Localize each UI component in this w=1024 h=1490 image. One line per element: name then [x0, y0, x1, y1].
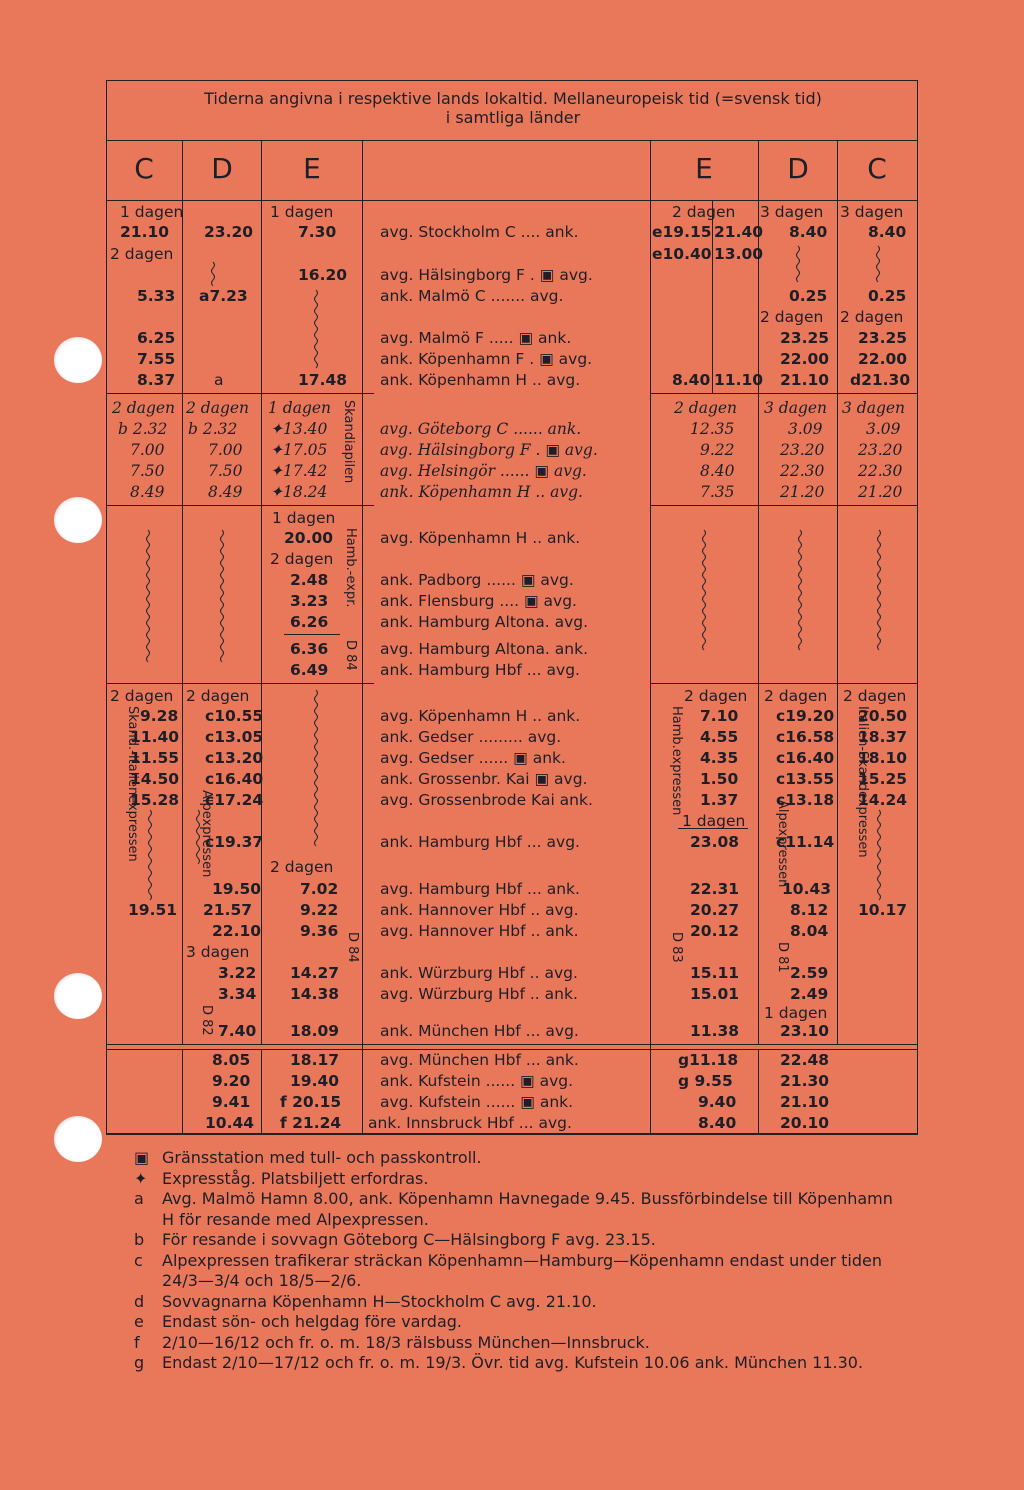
cell: 0.25 [789, 287, 828, 305]
train-name-hamb-expressen: Hamb.expressen [669, 706, 684, 816]
cell: 16.20 [298, 266, 348, 284]
cell: 7.50 [130, 462, 165, 480]
wavy-line [149, 810, 152, 900]
cell: 2 dagen [112, 399, 176, 417]
cell: 23.20 [858, 441, 903, 459]
station-row: avg. Köpenhamn H .. ank. [380, 529, 581, 547]
cell: d21.30 [850, 371, 911, 389]
station-row: avg. Köpenhamn H .. ank. [380, 707, 581, 725]
station-row: avg. Hamburg Altona. ank. [380, 640, 589, 658]
station-row: ank. Hamburg Hbf ... avg. [380, 833, 580, 851]
cell: 22.30 [780, 462, 825, 480]
footnote-text: För resande i sovvagn Göteborg C—Hälsingborg F avg. 23.15. [162, 1230, 656, 1249]
cell: c19.37 [205, 833, 264, 851]
cell: c16.58 [776, 728, 835, 746]
station-row: ank. Grossenbr. Kai ▣ avg. [380, 770, 588, 788]
cell: 8.40 [789, 223, 828, 241]
footnote [134, 1148, 894, 1169]
cell: b 2.32 [118, 420, 168, 438]
cell: 22.30 [858, 462, 903, 480]
cell: c19.20 [776, 707, 835, 725]
cell: 15.01 [690, 985, 740, 1003]
cell: 9.22 [700, 441, 735, 459]
cell: 20.50 [858, 707, 908, 725]
footnote [134, 1189, 898, 1230]
cell: 13.00 [714, 245, 764, 263]
train-name-alpexpressen-right: Alpexpressen [775, 800, 790, 888]
cell: 7.10 [700, 707, 739, 725]
station-row: ank. Hamburg Altona. avg. [380, 613, 589, 631]
cell: 23.25 [780, 329, 830, 347]
station-row: ank. Flensburg .... ▣ avg. [380, 592, 577, 610]
cell: 20.12 [690, 922, 740, 940]
station-row: ank. Gedser ......... avg. [380, 728, 562, 746]
cell: 7.50 [208, 462, 243, 480]
cell: ✦13.40 [270, 420, 328, 438]
cell: 23.08 [690, 833, 740, 851]
station-row: avg. Grossenbrode Kai ank. [380, 791, 593, 809]
column-header-c-right: C [867, 152, 887, 185]
cell: 8.40 [672, 371, 711, 389]
cell: 3 dagen [764, 399, 828, 417]
station-row: ank. Padborg ...... ▣ avg. [380, 571, 574, 589]
station-row: avg. Würzburg Hbf .. ank. [380, 985, 578, 1003]
cell: 7.00 [130, 441, 165, 459]
cell: 22.00 [780, 350, 830, 368]
footnote-text: Avg. Malmö Hamn 8.00, ank. Köpenhamn Havnegade 9.45. Bussförbindelse till Köpenhamn H för resande med Alpexpressen. [162, 1189, 898, 1229]
footnote-text: Sovvagnarna Köpenhamn H—Stockholm C avg. 21.10. [162, 1291, 597, 1311]
cell: 8.04 [790, 922, 829, 940]
footnote-key: c [134, 1250, 143, 1270]
cell: 4.55 [700, 728, 739, 746]
cell: 15.25 [858, 770, 908, 788]
train-name-hamb-expr: Hamb.-expr. [343, 528, 358, 608]
station-row: ank. Köpenhamn H .. avg. [380, 483, 583, 501]
cell: 8.49 [130, 483, 165, 501]
cell: c11.14 [776, 833, 835, 851]
cell: 2 dagen [840, 308, 904, 326]
cell: 7.30 [298, 223, 337, 241]
cell: c13.20 [205, 749, 264, 767]
footnote-key: ✦ [134, 1168, 148, 1188]
cell: 6.26 [290, 613, 329, 631]
column-header-d-left: D [211, 152, 233, 185]
station-row: avg. Gedser ...... ▣ ank. [380, 749, 566, 767]
cell: 3 dagen [186, 943, 250, 961]
footnote-key: b [134, 1230, 145, 1249]
footnote [134, 1230, 894, 1251]
cell: 0.25 [868, 287, 907, 305]
train-name-skand-italienexpressen: Skand.-Italienexpressen [125, 706, 140, 862]
cell: 20.00 [284, 529, 334, 547]
cell: 1 dagen [270, 203, 334, 221]
cell: 22.48 [780, 1051, 830, 1069]
cell: 9.22 [300, 901, 339, 919]
cell: 19.50 [212, 880, 262, 898]
station-row: avg. Stockholm C .... ank. [380, 223, 579, 241]
cell: 14.38 [290, 985, 340, 1003]
cell: g 9.55 [678, 1072, 733, 1090]
station-row: ank. Malmö C ....... avg. [380, 287, 564, 305]
cell: 23.20 [204, 223, 254, 241]
cell: 20.10 [780, 1114, 830, 1132]
footnote-key: f [134, 1332, 140, 1352]
station-row: ank. Würzburg Hbf .. avg. [380, 964, 578, 982]
station-row: avg. Hamburg Hbf ... ank. [380, 880, 580, 898]
wavy-line [147, 530, 150, 662]
cell: 2 dagen [270, 550, 334, 568]
cell: 22.00 [858, 350, 908, 368]
cell: 3 dagen [842, 399, 906, 417]
station-row: avg. Hälsingborg F . ▣ avg. [380, 266, 593, 284]
cell: 18.17 [290, 1051, 340, 1069]
cell: 6.49 [290, 661, 329, 679]
wavy-line [799, 530, 802, 650]
cell: 6.25 [137, 329, 176, 347]
cell: 2 dagen [186, 399, 250, 417]
column-header-c-left: C [134, 152, 154, 185]
cell: 7.55 [137, 350, 176, 368]
cell: 10.44 [205, 1114, 255, 1132]
cell: f 21.24 [280, 1114, 342, 1132]
cell: 3 dagen [840, 203, 904, 221]
cell: 5.33 [137, 287, 176, 305]
cell: 12.35 [690, 420, 735, 438]
cell: 11.10 [714, 371, 764, 389]
wavy-line [197, 810, 200, 864]
wavy-line [877, 246, 880, 282]
cell: 8.05 [212, 1051, 251, 1069]
station-row: ank. Hannover Hbf .. avg. [380, 901, 579, 919]
wavy-line [878, 810, 881, 900]
wavy-line [878, 530, 881, 650]
header-line-2: i samtliga länder [445, 108, 581, 127]
station-row: avg. Malmö F ..... ▣ ank. [380, 329, 572, 347]
column-header-e-left: E [303, 152, 321, 185]
cell: 10.17 [858, 901, 908, 919]
cell: b 2.32 [188, 420, 238, 438]
cell: 7.40 [218, 1022, 257, 1040]
footnote-text: Expresståg. Platsbiljett erfordras. [162, 1168, 429, 1188]
footnote-key: g [134, 1353, 145, 1372]
cell: 3.22 [218, 964, 257, 982]
station-row: avg. Kufstein ...... ▣ ank. [380, 1093, 574, 1111]
cell: 21.10 [120, 223, 170, 241]
station-row: ank. Innsbruck Hbf ... avg. [368, 1114, 572, 1132]
cell: e10.40 [652, 245, 712, 263]
cell: 1.50 [700, 770, 739, 788]
footnote-key: a [134, 1189, 144, 1208]
cell: 21.10 [780, 371, 830, 389]
cell: a7.23 [199, 287, 248, 305]
station-row: ank. Kufstein ...... ▣ avg. [380, 1072, 574, 1090]
cell: 14.24 [858, 791, 908, 809]
cell: 18.37 [858, 728, 908, 746]
cell: 8.12 [790, 901, 829, 919]
cell: 19.40 [290, 1072, 340, 1090]
cell: c13.55 [776, 770, 835, 788]
cell: 14.27 [290, 964, 340, 982]
station-row: ank. Köpenhamn H .. avg. [380, 371, 581, 389]
cell: 2 dagen [270, 858, 334, 876]
station-row: ank. München Hbf ... avg. [380, 1022, 579, 1040]
cell: 8.40 [698, 1114, 737, 1132]
cell: c13.05 [205, 728, 264, 746]
cell: 21.10 [780, 1093, 830, 1111]
cell: 2 dagen [764, 687, 828, 705]
cell: 22.31 [690, 880, 740, 898]
cell: 2 dagen [760, 308, 824, 326]
cell: 9.28 [140, 707, 179, 725]
train-name-d83: D 83 [669, 932, 684, 963]
station-row: avg. Göteborg C ...... ank. [380, 420, 582, 438]
station-row: ank. Köpenhamn F . ▣ avg. [380, 350, 593, 368]
wavy-line [212, 262, 215, 286]
footnote-text: Endast sön- och helgdag före vardag. [162, 1312, 462, 1331]
cell: 1 dagen [764, 1004, 828, 1022]
cell: 8.40 [868, 223, 907, 241]
wavy-line [797, 246, 800, 282]
cell: 2 dagen [672, 203, 736, 221]
cell: 3.34 [218, 985, 257, 1003]
cell: 21.57 [203, 901, 253, 919]
cell: 21.30 [780, 1072, 830, 1090]
footnote-text: Endast 2/10—17/12 och fr. o. m. 19/3. Övr. tid avg. Kufstein 10.06 ank. München 11.30. [162, 1353, 864, 1372]
cell: 2 dagen [843, 687, 907, 705]
cell: e19.15 [652, 223, 712, 241]
cell: 2 dagen [110, 245, 174, 263]
cell: 1.37 [700, 791, 739, 809]
cell: c17.24 [205, 791, 264, 809]
footnote-key: d [134, 1291, 145, 1311]
cell: 1 dagen [120, 203, 184, 221]
cell: 23.25 [858, 329, 908, 347]
cell: a [214, 371, 224, 389]
cell: 3.09 [866, 420, 901, 438]
cell: 17.48 [298, 371, 348, 389]
footnote [134, 1353, 894, 1374]
cell: 2.48 [290, 571, 329, 589]
cell: 4.35 [700, 749, 739, 767]
cell: 21.20 [858, 483, 903, 501]
cell: 9.41 [212, 1093, 251, 1111]
cell: c10.55 [205, 707, 264, 725]
cell: ✦17.05 [270, 441, 328, 459]
footnote [134, 1251, 894, 1292]
cell: c13.18 [776, 791, 835, 809]
cell: 7.35 [700, 483, 735, 501]
train-name-d84: D 84 [343, 640, 358, 671]
footnote-key: e [134, 1312, 144, 1331]
cell: 3.23 [290, 592, 329, 610]
footnote-key: ▣ [134, 1148, 150, 1167]
footnotes [134, 1148, 898, 1374]
column-header-e-right: E [695, 152, 713, 185]
station-row: avg. Helsingör ...... ▣ avg. [380, 462, 587, 480]
cell: 18.10 [858, 749, 908, 767]
header-line-1: Tiderna angivna i respektive lands lokaltid. Mellaneuropeisk tid (=svensk tid) [204, 89, 822, 108]
cell: 1 dagen [268, 399, 332, 417]
cell: c16.40 [205, 770, 264, 788]
cell: 18.09 [290, 1022, 340, 1040]
cell: c16.40 [776, 749, 835, 767]
wavy-line [221, 530, 224, 662]
footnote [134, 1169, 894, 1190]
cell: 21.20 [780, 483, 825, 501]
cell: 10.43 [782, 880, 832, 898]
cell: 14.50 [130, 770, 180, 788]
cell: 2 dagen [110, 687, 174, 705]
station-row: ank. Hamburg Hbf ... avg. [380, 661, 580, 679]
cell: 9.36 [300, 922, 339, 940]
footnote [134, 1292, 894, 1313]
station-row: avg. Hälsingborg F . ▣ avg. [380, 441, 598, 459]
cell: 3.09 [788, 420, 823, 438]
footnote-text: Alpexpressen trafikerar sträckan Köpenhamn—Hamburg—Köpenhamn endast under tiden 24/3—3/4 och 18/5—2/6. [162, 1250, 888, 1290]
cell: 20.27 [690, 901, 740, 919]
cell: 2.49 [790, 985, 829, 1003]
cell: 2 dagen [674, 399, 738, 417]
footnote-text: 2/10—16/12 och fr. o. m. 18/3 rälsbuss München—Innsbruck. [162, 1332, 650, 1352]
train-name-alpexpressen: Alpexpressen [199, 790, 214, 878]
train-name-italien-skandexpressen: Italien-Skandexpressen [855, 706, 870, 858]
cell: 11.40 [130, 728, 180, 746]
train-name-d82: D 82 [199, 1005, 214, 1036]
cell: 2 dagen [186, 687, 250, 705]
cell: 2.59 [790, 964, 829, 982]
cell: 15.11 [690, 964, 740, 982]
cell: g11.18 [678, 1051, 739, 1069]
cell: 9.40 [698, 1093, 737, 1111]
cell: 23.10 [780, 1022, 830, 1040]
cell: f 20.15 [280, 1093, 342, 1111]
cell: 15.28 [130, 791, 180, 809]
cell: 7.02 [300, 880, 339, 898]
footnote-text: Gränsstation med tull- och passkontroll. [162, 1148, 482, 1167]
column-header-d-right: D [787, 152, 809, 185]
cell: 1 dagen [682, 812, 746, 830]
train-name-d84: D 84 [345, 932, 360, 963]
cell: ✦17.42 [270, 462, 328, 480]
cell: 8.37 [137, 371, 176, 389]
cell: 11.55 [130, 749, 180, 767]
cell: 6.36 [290, 640, 329, 658]
cell: 22.10 [212, 922, 262, 940]
wavy-line [315, 290, 318, 368]
cell: 1 dagen [272, 509, 336, 527]
station-row: avg. Hannover Hbf .. ank. [380, 922, 579, 940]
footnote [134, 1312, 894, 1333]
cell: 7.00 [208, 441, 243, 459]
train-name-skandiapilen: Skandiapilen [341, 400, 356, 484]
wavy-line [315, 690, 318, 846]
cell: 19.51 [128, 901, 178, 919]
footnote [134, 1333, 894, 1354]
cell: 8.40 [700, 462, 735, 480]
cell: 11.38 [690, 1022, 740, 1040]
cell: 21.40 [714, 223, 764, 241]
wavy-line [703, 530, 706, 650]
cell: 23.20 [780, 441, 825, 459]
cell: 2 dagen [684, 687, 748, 705]
cell: 8.49 [208, 483, 243, 501]
cell: ✦18.24 [270, 483, 328, 501]
cell: 3 dagen [760, 203, 824, 221]
train-name-d81: D 81 [775, 942, 790, 973]
cell: 9.20 [212, 1072, 251, 1090]
station-row: avg. München Hbf ... ank. [380, 1051, 579, 1069]
